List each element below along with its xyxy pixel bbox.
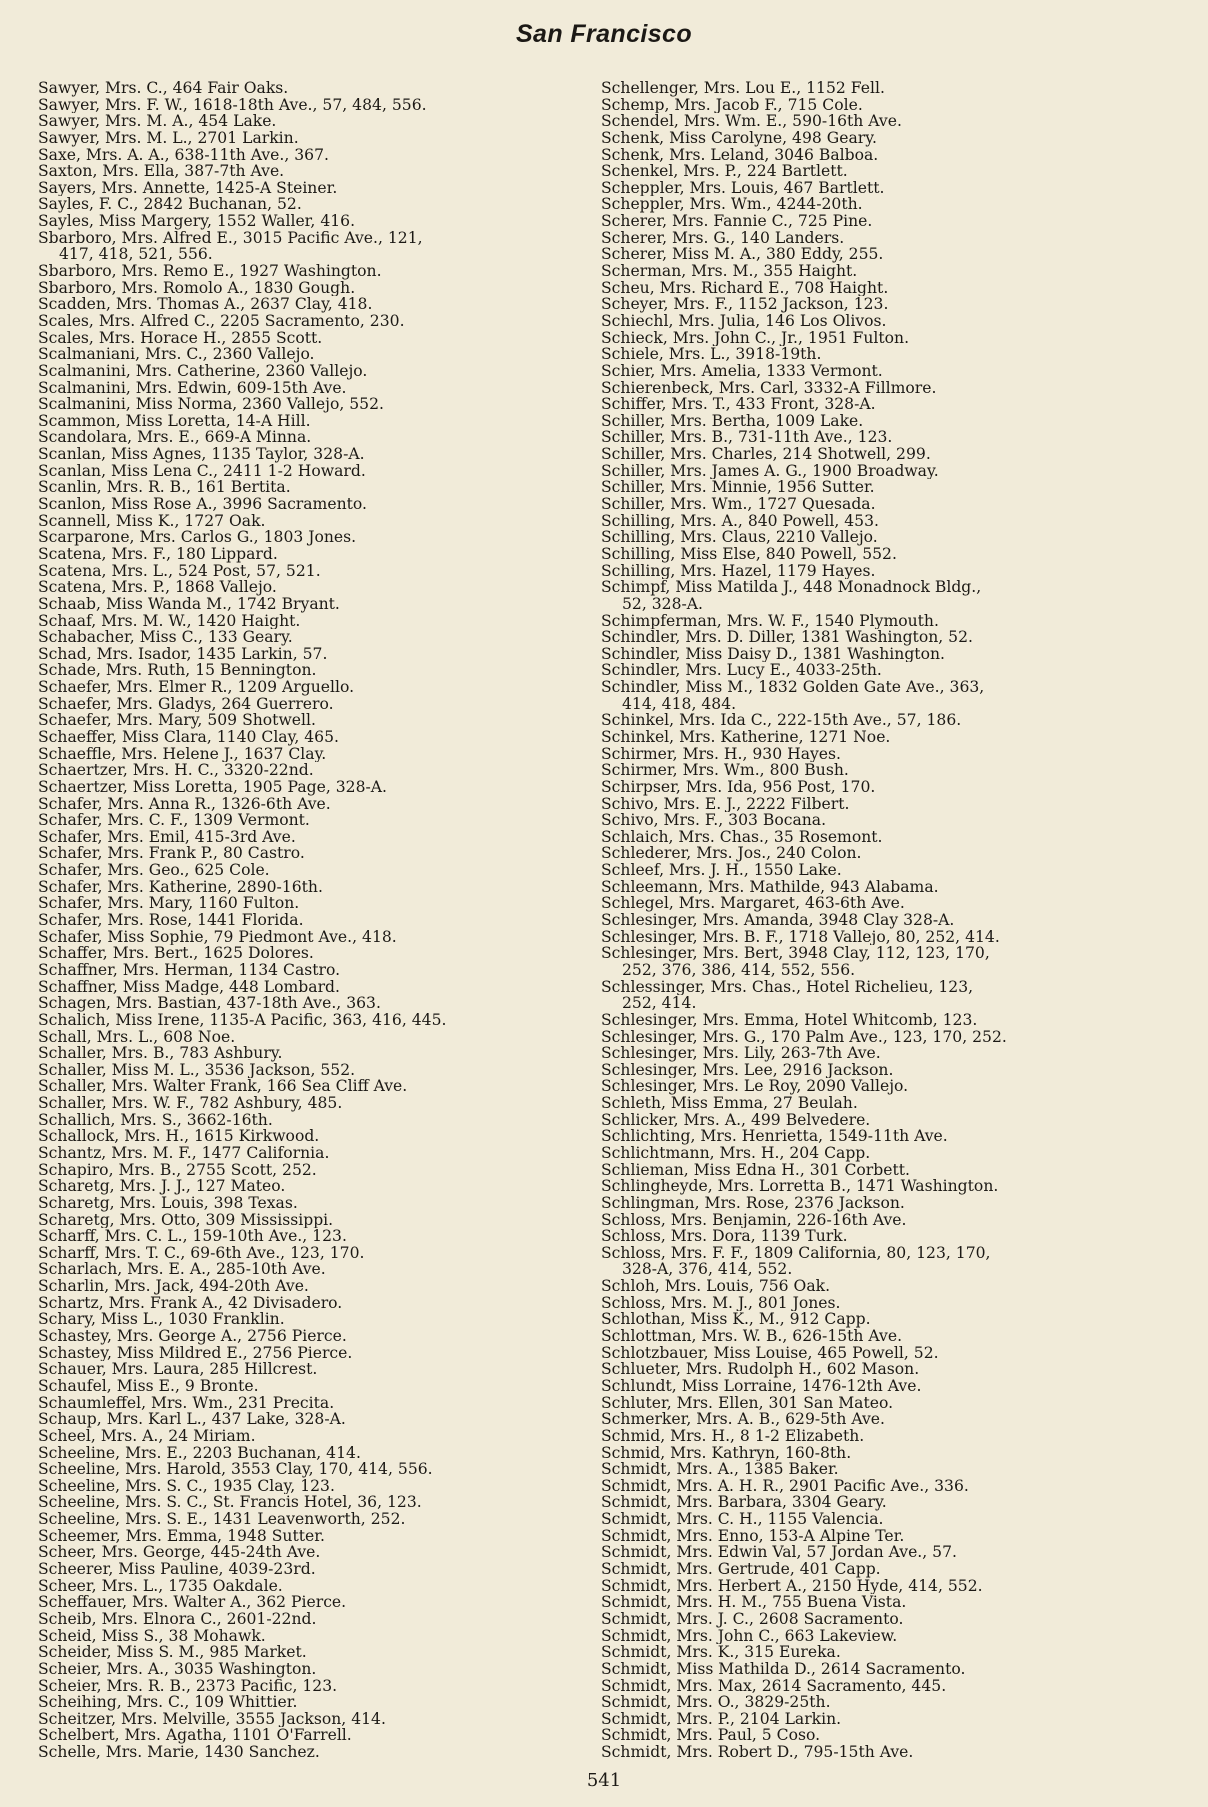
directory-entry: Schall, Mrs. L., 608 Noe. <box>38 1028 236 1046</box>
directory-entry-continuation: 414, 418, 484. <box>622 695 737 713</box>
directory-entry: Schad, Mrs. Isador, 1435 Larkin, 57. <box>38 645 328 663</box>
directory-entry: Scales, Mrs. Alfred C., 2205 Sacramento, 230. <box>38 312 405 330</box>
directory-entry: Scheeline, Mrs. S. C., St. Francis Hotel, 36, 123. <box>38 1494 422 1512</box>
directory-entry: Sawyer, Mrs. F. W., 1618-18th Ave., 57, 484, 556. <box>38 96 427 114</box>
page-title: San Francisco <box>515 20 693 48</box>
directory-entry: Schimpf, Miss Matilda J., 448 Monadnock Bldg., <box>601 579 982 596</box>
directory-entry: Scannell, Miss K., 1727 Oak. <box>38 512 266 530</box>
directory-entry: Schlesinger, Mrs. Le Roy, 2090 Vallejo. <box>601 1078 909 1096</box>
directory-entry: Schmidt, Mrs. C. H., 1155 Valencia. <box>601 1511 884 1528</box>
directory-entry: Schlederer, Mrs. Jos., 240 Colon. <box>601 845 862 863</box>
directory-entry: Schluter, Mrs. Ellen, 301 San Mateo. <box>601 1394 894 1412</box>
directory-entry: Schafer, Mrs. Rose, 1441 Florida. <box>38 912 304 929</box>
directory-entry: Schlesinger, Mrs. B. F., 1718 Vallejo, 80, 252, 414. <box>601 928 1000 946</box>
directory-entry: Schiller, Mrs. Wm., 1727 Quesada. <box>601 496 876 513</box>
directory-entry: Scammon, Miss Loretta, 14-A Hill. <box>38 412 311 430</box>
directory-entry: Schlichtmann, Mrs. H., 204 Capp. <box>601 1145 871 1162</box>
directory-entry: Schloss, Mrs. M. J., 801 Jones. <box>601 1294 841 1312</box>
directory-entry: Schaefer, Mrs. Elmer R., 1209 Arguello. <box>38 679 355 696</box>
directory-entry: Schier, Mrs. Amelia, 1333 Vermont. <box>601 362 883 380</box>
directory-entry: Schimpferman, Mrs. W. F., 1540 Plymouth. <box>601 612 939 630</box>
directory-entry: Schloss, Mrs. Benjamin, 226-16th Ave. <box>601 1211 907 1229</box>
directory-entry: Scalmanini, Miss Norma, 2360 Vallejo, 552. <box>38 396 384 413</box>
directory-entry: Schierenbeck, Mrs. Carl, 3332-A Fillmore. <box>601 379 937 397</box>
directory-entry: Schafer, Miss Sophie, 79 Piedmont Ave., 418. <box>38 928 397 946</box>
directory-entry: Schlesinger, Mrs. Bert, 3948 Clay, 112, 123, 170, <box>601 945 990 962</box>
directory-entry: Schafer, Mrs. Mary, 1160 Fulton. <box>38 895 300 913</box>
directory-entry: Schinkel, Mrs. Ida C., 222-15th Ave., 57, 186. <box>601 712 962 729</box>
directory-entry: Schaefer, Mrs. Gladys, 264 Guerrero. <box>38 695 334 713</box>
directory-entry: Scheid, Miss S., 38 Mohawk. <box>38 1627 266 1645</box>
directory-entry: Schaeffer, Miss Clara, 1140 Clay, 465. <box>38 728 339 746</box>
directory-entry: Schmidt, Mrs. Paul, 5 Coso. <box>601 1727 821 1745</box>
directory-entry: Schaller, Mrs. B., 783 Ashbury. <box>38 1045 283 1062</box>
directory-entry: Scheyer, Mrs. F., 1152 Jackson, 123. <box>601 296 889 313</box>
directory-entry: Schenk, Mrs. Leland, 3046 Balboa. <box>601 146 879 164</box>
directory-entry: Schlessinger, Mrs. Chas., Hotel Richelieu, 123, <box>601 978 974 996</box>
directory-entry: Schirmer, Mrs. H., 930 Hayes. <box>601 745 841 763</box>
directory-entry: Schmidt, Mrs. Gertrude, 401 Capp. <box>601 1561 881 1578</box>
directory-entry: Schmidt, Mrs. O., 3829-25th. <box>601 1694 831 1711</box>
directory-entry: Schagen, Mrs. Bastian, 437-18th Ave., 363. <box>38 995 381 1012</box>
directory-entry: Schaufel, Miss E., 9 Bronte. <box>38 1377 259 1395</box>
directory-entry: Scherer, Mrs. G., 140 Landers. <box>601 229 845 247</box>
directory-entry: Schindler, Miss M., 1832 Golden Gate Ave., 363, <box>601 679 985 696</box>
directory-entry: Schlesinger, Mrs. Emma, Hotel Whitcomb, 123. <box>601 1011 978 1029</box>
directory-entry: Schlotzbauer, Miss Louise, 465 Powell, 52. <box>601 1344 939 1362</box>
directory-entry: Sayles, F. C., 2842 Buchanan, 52. <box>38 196 302 214</box>
directory-entry: Schloh, Mrs. Louis, 756 Oak. <box>601 1278 831 1295</box>
directory-entry: Schirmer, Mrs. Wm., 800 Bush. <box>601 762 849 779</box>
directory-entry: Schlesinger, Mrs. Amanda, 3948 Clay 328-A. <box>601 912 955 929</box>
directory-entry: Scherman, Mrs. M., 355 Haight. <box>601 263 858 280</box>
directory-entry: Schaup, Mrs. Karl L., 437 Lake, 328-A. <box>38 1411 346 1428</box>
directory-entry-continuation: 417, 418, 521, 556. <box>59 246 213 264</box>
directory-entry: Scheer, Mrs. L., 1735 Oakdale. <box>38 1577 283 1595</box>
directory-entry: Schiechl, Mrs. Julia, 146 Los Olivos. <box>601 312 887 330</box>
directory-entry: Scharff, Mrs. T. C., 69-6th Ave., 123, 170. <box>38 1244 365 1262</box>
directory-entry: Schaeffle, Mrs. Helene J., 1637 Clay. <box>38 745 327 763</box>
directory-entry: Schemp, Mrs. Jacob F., 715 Cole. <box>601 96 863 114</box>
directory-entry: Scanlan, Miss Lena C., 2411 1-2 Howard. <box>38 462 366 480</box>
directory-entry: Schindler, Miss Daisy D., 1381 Washington. <box>601 645 945 663</box>
directory-entry: Schafer, Mrs. Geo., 625 Cole. <box>38 862 270 879</box>
directory-entry: Scheffauer, Mrs. Walter A., 362 Pierce. <box>38 1594 347 1611</box>
directory-entry: Sbarboro, Mrs. Remo E., 1927 Washington. <box>38 263 382 280</box>
directory-entry: Schafer, Mrs. Katherine, 2890-16th. <box>38 878 323 896</box>
directory-entry: Scheeline, Mrs. E., 2203 Buchanan, 414. <box>38 1444 361 1462</box>
directory-entry: Scalmanini, Mrs. Edwin, 609-15th Ave. <box>38 379 347 397</box>
directory-entry: Schindler, Mrs. Lucy E., 4033-25th. <box>601 662 882 680</box>
directory-entry: Schlicker, Mrs. A., 499 Belvedere. <box>601 1111 871 1129</box>
directory-entry: Sbarboro, Mrs. Alfred E., 3015 Pacific Ave., 121, <box>38 229 423 247</box>
directory-entry: Scanlan, Miss Agnes, 1135 Taylor, 328-A. <box>38 446 365 463</box>
directory-entry: Sayers, Mrs. Annette, 1425-A Steiner. <box>38 179 338 197</box>
directory-entry: Schivo, Mrs. E. J., 2222 Filbert. <box>601 795 850 813</box>
page-number: 541 <box>586 1770 622 1791</box>
directory-entry: Schafer, Mrs. C. F., 1309 Vermont. <box>38 812 310 829</box>
directory-entry: Scanlon, Miss Rose A., 3996 Sacramento. <box>38 496 367 513</box>
directory-entry: Scanlin, Mrs. R. B., 161 Bertita. <box>38 479 291 497</box>
directory-entry: Schmidt, Mrs. Barbara, 3304 Geary. <box>601 1494 887 1512</box>
directory-entry: Schaaf, Mrs. M. W., 1420 Haight. <box>38 612 301 630</box>
directory-entry-continuation: 328-A, 376, 414, 552. <box>622 1261 793 1279</box>
directory-entry: Schmid, Mrs. H., 8 1-2 Elizabeth. <box>601 1427 865 1445</box>
directory-entry: Schastey, Mrs. George A., 2756 Pierce. <box>38 1328 347 1345</box>
directory-entry: Schlundt, Miss Lorraine, 1476-12th Ave. <box>601 1377 922 1395</box>
directory-entry: Schafer, Mrs. Emil, 415-3rd Ave. <box>38 828 296 846</box>
directory-entry: Schafer, Mrs. Anna R., 1326-6th Ave. <box>38 795 331 813</box>
directory-entry: Schiller, Mrs. Charles, 214 Shotwell, 299. <box>601 446 931 463</box>
directory-entry: Schloss, Mrs. F. F., 1809 California, 80, 123, 170, <box>601 1244 991 1262</box>
directory-entry: Schartz, Mrs. Frank A., 42 Divisadero. <box>38 1294 343 1312</box>
directory-entry: Schloss, Mrs. Dora, 1139 Turk. <box>601 1228 848 1245</box>
directory-entry: Schlaich, Mrs. Chas., 35 Rosemont. <box>601 828 883 846</box>
directory-entry: Sawyer, Mrs. M. A., 454 Lake. <box>38 113 277 130</box>
directory-entry: Saxton, Mrs. Ella, 387-7th Ave. <box>38 163 285 180</box>
directory-entry: Schmidt, Mrs. K., 315 Eureka. <box>601 1644 841 1661</box>
directory-entry: Schmidt, Mrs. A. H. R., 2901 Pacific Ave., 336. <box>601 1477 969 1495</box>
directory-entry: Scheier, Mrs. R. B., 2373 Pacific, 123. <box>38 1677 338 1695</box>
directory-entry: Schilling, Miss Else, 840 Powell, 552. <box>601 545 897 563</box>
directory-entry: Scheihing, Mrs. C., 109 Whittier. <box>38 1694 298 1711</box>
directory-entry: Scheppler, Mrs. Louis, 467 Bartlett. <box>601 179 885 197</box>
directory-entry: Schlichting, Mrs. Henrietta, 1549-11th Ave. <box>601 1128 948 1145</box>
directory-entry: Scheitzer, Mrs. Melville, 3555 Jackson, 414. <box>38 1710 386 1728</box>
directory-entry-continuation: 252, 376, 386, 414, 552, 556. <box>622 961 856 979</box>
directory-entry: Schallich, Mrs. S., 3662-16th. <box>38 1111 273 1129</box>
directory-entry: Scheib, Mrs. Elnora C., 2601-22nd. <box>38 1610 317 1628</box>
directory-entry: Schenkel, Mrs. P., 224 Bartlett. <box>601 163 848 180</box>
directory-entry: Sawyer, Mrs. C., 464 Fair Oaks. <box>38 80 289 97</box>
directory-entry: Scherer, Mrs. Fannie C., 725 Pine. <box>601 213 873 230</box>
directory-entry: Schirpser, Mrs. Ida, 956 Post, 170. <box>601 778 876 796</box>
right-column <box>601 80 1161 1761</box>
directory-entry: Sbarboro, Mrs. Romolo A., 1830 Gough. <box>38 279 356 297</box>
directory-entry: Schlueter, Mrs. Rudolph H., 602 Mason. <box>601 1361 920 1378</box>
directory-entry: Schinkel, Mrs. Katherine, 1271 Noe. <box>601 728 891 746</box>
directory-entry: Scharetg, Mrs. Otto, 309 Mississippi. <box>38 1211 334 1229</box>
directory-entry: Schmidt, Mrs. Max, 2614 Sacramento, 445. <box>601 1677 947 1695</box>
directory-entry: Schmidt, Mrs. P., 2104 Larkin. <box>601 1710 842 1728</box>
directory-entry-continuation: 52, 328-A. <box>622 595 704 613</box>
directory-entry: Scalmaniani, Mrs. C., 2360 Vallejo. <box>38 346 315 363</box>
directory-entry: Schmerker, Mrs. A. B., 629-5th Ave. <box>601 1411 885 1428</box>
directory-entry: Scharlin, Mrs. Jack, 494-20th Ave. <box>38 1278 309 1295</box>
directory-entry: Schlesinger, Mrs. Lee, 2916 Jackson. <box>601 1061 894 1079</box>
directory-entry: Schlieman, Miss Edna H., 301 Corbett. <box>601 1161 910 1179</box>
directory-entry: Schiller, Mrs. Minnie, 1956 Sutter. <box>601 479 875 497</box>
directory-entry-continuation: 252, 414. <box>622 995 697 1012</box>
directory-entry: Schmidt, Mrs. Herbert A., 2150 Hyde, 414, 552. <box>601 1577 983 1595</box>
directory-entry: Sawyer, Mrs. M. L., 2701 Larkin. <box>38 129 299 147</box>
directory-entry: Schantz, Mrs. M. F., 1477 California. <box>38 1145 330 1162</box>
directory-entry: Schmidt, Mrs. H. M., 755 Buena Vista. <box>601 1594 907 1611</box>
directory-entry: Schlegel, Mrs. Margaret, 463-6th Ave. <box>601 895 905 913</box>
directory-entry: Schivo, Mrs. F., 303 Bocana. <box>601 812 827 829</box>
directory-entry: Schauer, Mrs. Laura, 285 Hillcrest. <box>38 1361 318 1378</box>
directory-entry: Schleth, Miss Emma, 27 Beulah. <box>601 1095 858 1112</box>
directory-entry: Schmidt, Mrs. John C., 663 Lakeview. <box>601 1627 898 1645</box>
directory-entry: Scheeline, Mrs. Harold, 3553 Clay, 170, 414, 556. <box>38 1461 433 1478</box>
directory-entry: Scatena, Mrs. P., 1868 Vallejo. <box>38 579 277 596</box>
directory-entry: Scheppler, Mrs. Wm., 4244-20th. <box>601 196 863 214</box>
directory-entry: Schmidt, Miss Mathilda D., 2614 Sacramento. <box>601 1660 966 1678</box>
directory-entry: Schleemann, Mrs. Mathilde, 943 Alabama. <box>601 878 939 896</box>
directory-entry: Schmidt, Mrs. A., 1385 Baker. <box>601 1461 839 1478</box>
directory-entry: Schilling, Mrs. Claus, 2210 Vallejo. <box>601 529 878 546</box>
directory-entry: Scalmanini, Mrs. Catherine, 2360 Vallejo. <box>38 362 368 380</box>
directory-entry: Schade, Mrs. Ruth, 15 Bennington. <box>38 662 317 680</box>
directory-entry: Schmid, Mrs. Kathryn, 160-8th. <box>601 1444 852 1462</box>
directory-entry: Schilling, Mrs. Hazel, 1179 Hayes. <box>601 562 876 580</box>
directory-entry: Schaertzer, Mrs. H. C., 3320-22nd. <box>38 762 314 779</box>
directory-entry: Schaertzer, Miss Loretta, 1905 Page, 328-A. <box>38 778 387 796</box>
directory-entry: Scatena, Mrs. L., 524 Post, 57, 521. <box>38 562 321 580</box>
directory-entry: Schlesinger, Mrs. G., 170 Palm Ave., 123, 170, 252. <box>601 1028 1007 1046</box>
directory-entry: Scheer, Mrs. George, 445-24th Ave. <box>38 1544 321 1562</box>
directory-entry: Schenk, Miss Carolyne, 498 Geary. <box>601 129 877 147</box>
directory-entry: Schaefer, Mrs. Mary, 509 Shotwell. <box>38 712 316 729</box>
directory-entry: Schallock, Mrs. H., 1615 Kirkwood. <box>38 1128 320 1145</box>
directory-entry: Schiller, Mrs. James A. G., 1900 Broadway. <box>601 462 939 480</box>
directory-entry: Scheider, Miss S. M., 985 Market. <box>38 1644 307 1661</box>
directory-entry: Scales, Mrs. Horace H., 2855 Scott. <box>38 329 323 347</box>
directory-entry: Schindler, Mrs. D. Diller, 1381 Washington, 52. <box>601 629 973 646</box>
directory-entry: Scherer, Miss M. A., 380 Eddy, 255. <box>601 246 884 264</box>
directory-entry: Sayles, Miss Margery, 1552 Waller, 416. <box>38 213 356 230</box>
directory-entry: Scandolara, Mrs. E., 669-A Minna. <box>38 429 312 447</box>
directory-entry: Schelle, Mrs. Marie, 1430 Sanchez. <box>38 1744 320 1761</box>
directory-entry: Schaller, Mrs. W. F., 782 Ashbury, 485. <box>38 1095 343 1112</box>
directory-entry: Schendel, Mrs. Wm. E., 590-16th Ave. <box>601 113 902 130</box>
directory-entry: Schlothan, Miss K., M., 912 Capp. <box>601 1311 871 1329</box>
directory-entry: Scharlach, Mrs. E. A., 285-10th Ave. <box>38 1261 326 1279</box>
directory-entry: Scheerer, Miss Pauline, 4039-23rd. <box>38 1561 316 1578</box>
directory-entry: Schieck, Mrs. John C., Jr., 1951 Fulton. <box>601 329 910 347</box>
directory-entry: Schlottman, Mrs. W. B., 626-15th Ave. <box>601 1328 903 1345</box>
directory-entry: Schelbert, Mrs. Agatha, 1101 O'Farrell. <box>38 1727 352 1745</box>
directory-entry: Schiffer, Mrs. T., 433 Front, 328-A. <box>601 396 876 413</box>
directory-entry: Schastey, Miss Mildred E., 2756 Pierce. <box>38 1344 353 1362</box>
directory-entry: Schilling, Mrs. A., 840 Powell, 453. <box>601 512 879 530</box>
directory-entry: Schiller, Mrs. Bertha, 1009 Lake. <box>601 412 864 430</box>
directory-entry: Schaller, Mrs. Walter Frank, 166 Sea Cliff Ave. <box>38 1078 408 1096</box>
directory-entry: Scheu, Mrs. Richard E., 708 Haight. <box>601 279 889 297</box>
directory-entry: Scatena, Mrs. F., 180 Lippard. <box>38 545 278 563</box>
directory-entry: Schaller, Miss M. L., 3536 Jackson, 552. <box>38 1061 356 1079</box>
directory-entry: Schapiro, Mrs. B., 2755 Scott, 252. <box>38 1161 317 1179</box>
directory-entry: Schaffner, Miss Madge, 448 Lombard. <box>38 978 340 996</box>
directory-entry: Schalich, Miss Irene, 1135-A Pacific, 363, 416, 445. <box>38 1011 447 1029</box>
directory-entry: Schmidt, Mrs. J. C., 2608 Sacramento. <box>601 1610 904 1628</box>
directory-entry: Schellenger, Mrs. Lou E., 1152 Fell. <box>601 80 885 97</box>
directory-entry: Schary, Miss L., 1030 Franklin. <box>38 1311 285 1329</box>
directory-entry: Scharff, Mrs. C. L., 159-10th Ave., 123. <box>38 1228 347 1245</box>
directory-entry: Scarparone, Mrs. Carlos G., 1803 Jones. <box>38 529 357 546</box>
directory-entry: Schmidt, Mrs. Robert D., 795-15th Ave. <box>601 1744 914 1761</box>
directory-entry: Schleef, Mrs. J. H., 1550 Lake. <box>601 862 842 879</box>
directory-entry: Scheemer, Mrs. Emma, 1948 Sutter. <box>38 1527 325 1545</box>
directory-entry: Schlesinger, Mrs. Lily, 263-7th Ave. <box>601 1045 881 1062</box>
directory-entry: Schaumleffel, Mrs. Wm., 231 Precita. <box>38 1394 335 1412</box>
directory-entry: Scheeline, Mrs. S. C., 1935 Clay, 123. <box>38 1477 335 1495</box>
directory-entry: Schmidt, Mrs. Edwin Val, 57 Jordan Ave., 57. <box>601 1544 957 1562</box>
directory-entry: Scharetg, Mrs. J. J., 127 Mateo. <box>38 1178 286 1195</box>
directory-entry: Schlingheyde, Mrs. Lorretta B., 1471 Washington. <box>601 1178 999 1195</box>
directory-entry: Schaffer, Mrs. Bert., 1625 Dolores. <box>38 945 314 962</box>
left-column <box>38 80 598 1761</box>
directory-entry: Schabacher, Miss C., 133 Geary. <box>38 629 293 646</box>
directory-entry: Schafer, Mrs. Frank P., 80 Castro. <box>38 845 305 863</box>
directory-entry: Scheeline, Mrs. S. E., 1431 Leavenworth, 252. <box>38 1511 406 1528</box>
directory-entry: Scadden, Mrs. Thomas A., 2637 Clay, 418. <box>38 296 373 313</box>
directory-entry: Schiele, Mrs. L., 3918-19th. <box>601 346 822 363</box>
directory-entry: Scheier, Mrs. A., 3035 Washington. <box>38 1660 317 1678</box>
directory-entry: Schiller, Mrs. B., 731-11th Ave., 123. <box>601 429 893 447</box>
directory-entry: Schaab, Miss Wanda M., 1742 Bryant. <box>38 595 340 613</box>
directory-entry: Schaffner, Mrs. Herman, 1134 Castro. <box>38 961 341 979</box>
directory-entry: Scheel, Mrs. A., 24 Miriam. <box>38 1427 256 1445</box>
directory-entry: Scharetg, Mrs. Louis, 398 Texas. <box>38 1194 298 1212</box>
directory-entry: Schlingman, Mrs. Rose, 2376 Jackson. <box>601 1194 905 1212</box>
directory-entry: Saxe, Mrs. A. A., 638-11th Ave., 367. <box>38 146 329 164</box>
directory-entry: Schmidt, Mrs. Enno, 153-A Alpine Ter. <box>601 1527 905 1545</box>
